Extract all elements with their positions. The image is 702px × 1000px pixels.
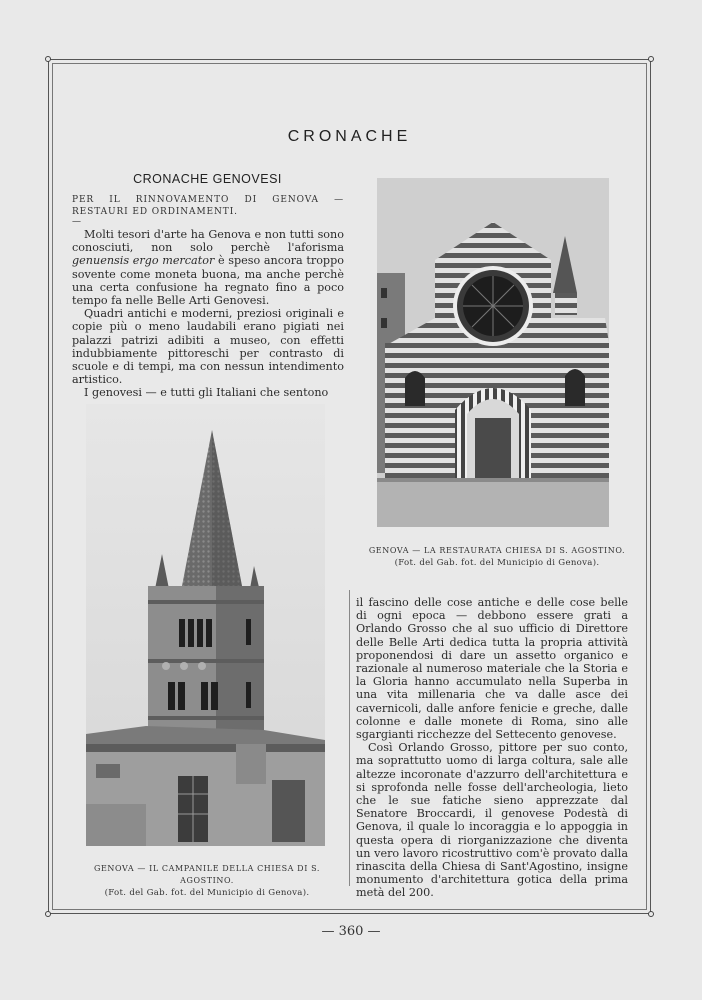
paragraph: Quadri antichi e moderni, preziosi originali e copie più o meno laudabili erano pigiati nei palazzi patrizi adibiti a museo, con effetti indubbiamente pittoreschi per contrasto di scuole e di tempi, ma con nessun intendimento artistico. — [72, 307, 344, 387]
paragraph-text: è speso ancora troppo sovente come moneta buona, ma anche perchè una certa confusione ha regnato fino a poco tempo fa nelle Belle Arti Genovesi. — [72, 254, 344, 308]
photo-credit: (Fot. del Gab. fot. del Municipio di Genova). — [104, 888, 310, 898]
subtitle-text: PER IL RINNOVAMENTO DI GENOVA — RESTAURI ED ORDINAMENTI. — [72, 195, 344, 217]
article-column-right — [356, 596, 628, 900]
right-photo-caption — [362, 545, 632, 569]
frame-corner-ornament — [648, 56, 654, 62]
article-column-left — [72, 228, 344, 400]
caption-text: GENOVA — IL CAMPANILE DELLA CHIESA DI S. AGOSTINO. — [93, 864, 321, 885]
frame-corner-ornament — [45, 56, 51, 62]
paragraph: I genovesi — e tutti gli Italiani che sentono — [84, 386, 329, 400]
church-facade-photo — [377, 178, 609, 527]
bell-tower-photo — [86, 404, 325, 846]
latin-phrase: genuensis ergo mercator — [72, 254, 215, 268]
article-subtitle — [72, 194, 344, 226]
left-photo-caption — [72, 863, 342, 899]
frame-corner-ornament — [45, 911, 51, 917]
page-number: — 360 — — [321, 924, 381, 939]
paragraph: Così Orlando Grosso, pittore per suo conto, ma soprattutto uomo di larga coltura, sale alle altezze incoronate d'azzurro dell'architettura e si sprofonda nelle fosse dell'archeologia, lieto che le sue fatiche sieno apprezzate dal Senatore Broccardi, il genovese Podestà di Genova, il quale lo incoraggia e lo appoggia in questa opera di riorganizzazione che diventa un vero lavoro ricostruttivo com'è provato dalla rinascita della Chiesa di Sant'Agostino, insigne monumento d'architettura gotica della prima metà del 200. — [356, 741, 628, 900]
subtitle-mark: — — [72, 217, 82, 227]
frame-corner-ornament — [648, 911, 654, 917]
paragraph-text: Molti tesori d'arte ha Genova e non tutti sono conosciuti, non solo perchè l'aforisma — [72, 228, 344, 255]
caption-text: GENOVA — LA RESTAURATA CHIESA DI S. AGOSTINO. — [368, 546, 626, 555]
column-divider — [349, 590, 350, 886]
photo-credit: (Fot. del Gab. fot. del Municipio di Genova). — [394, 558, 600, 568]
article-title: CRONACHE GENOVESI — [133, 172, 282, 186]
paragraph: il fascino delle cose antiche e delle cose belle di ogni epoca — debbono essere grati a Orlando Grosso che al suo ufficio di Direttore delle Belle Arti dedica tutta la propria attività proponendosi di dare un assetto organico e razionale al numeroso materiale che la Storia e la Gloria hanno accumulato nella Superba in una vita millenaria che va dalle asce dei cavernicoli, dalle anfore fenicie e greche, dalle colonne e dalle monete di Roma, sino alle sgargianti ricchezze del Settecento genovese. — [356, 596, 628, 742]
paragraph — [72, 228, 344, 307]
section-title: CRONACHE — [287, 128, 412, 145]
